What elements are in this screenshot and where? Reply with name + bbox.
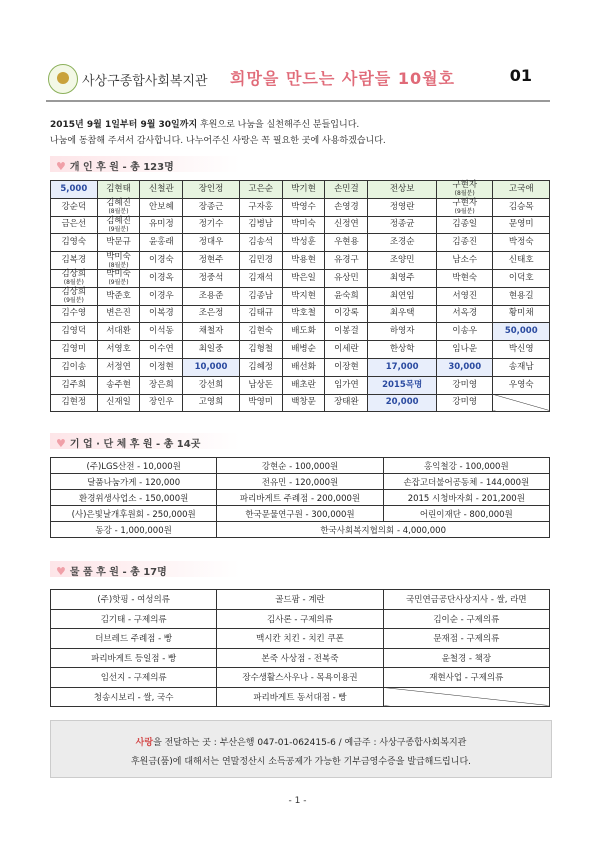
donor-cell: 이경우 xyxy=(140,287,183,305)
table-row xyxy=(51,590,550,610)
donor-cell xyxy=(383,687,549,707)
donor-cell: 황미채 xyxy=(493,305,550,323)
donor-cell: 윤홍래 xyxy=(140,234,183,252)
donor-cell: 채철자 xyxy=(183,323,240,341)
table-row xyxy=(51,474,550,490)
table-row xyxy=(51,269,550,287)
page-number: - 1 - xyxy=(288,796,307,806)
donor-cell: 박기현 xyxy=(282,181,325,199)
donor-cell: 조경순 xyxy=(368,234,437,252)
donor-cell: 백창문 xyxy=(282,394,325,412)
donor-cell: 신철관 xyxy=(140,181,183,199)
donor-cell: 이강록 xyxy=(325,305,368,323)
donor-cell: 한상학 xyxy=(368,341,437,359)
donor-cell: 장인우 xyxy=(140,394,183,412)
donor-cell: (사)은빛날개후원회 - 250,000원 xyxy=(51,506,217,522)
donor-cell: 김혜정 xyxy=(239,358,282,376)
table-row xyxy=(51,629,550,649)
donor-cell: 김혜진 (9월분) xyxy=(97,216,140,234)
heart-icon: ♥ xyxy=(56,160,66,173)
donor-cell: 김영덕 xyxy=(51,323,98,341)
donor-cell: 강미영 xyxy=(436,376,493,394)
donor-cell: 김송석 xyxy=(239,234,282,252)
donor-cell: 최연임 xyxy=(368,287,437,305)
donor-cell: 이송우 xyxy=(436,323,493,341)
table-row xyxy=(51,198,550,216)
donor-cell: 김사론 - 구제의류 xyxy=(217,609,383,629)
donor-cell: 김종진 xyxy=(436,234,493,252)
donor-cell: 최영주 xyxy=(368,269,437,287)
donor-cell: 송주현 xyxy=(97,376,140,394)
table-row xyxy=(51,341,550,359)
table-row xyxy=(51,490,550,506)
donor-cell: 고은순 xyxy=(239,181,282,199)
donor-cell: 김민경 xyxy=(239,252,282,270)
donor-cell: 맥시칸 치킨 - 치킨 쿠폰 xyxy=(217,629,383,649)
donor-cell: 박미숙 xyxy=(282,216,325,234)
donor-cell: 배선화 xyxy=(282,358,325,376)
donor-cell: 우현용 xyxy=(325,234,368,252)
donor-cell: 환경위생사업소 - 150,000원 xyxy=(51,490,217,506)
donor-cell: 김승목 xyxy=(493,198,550,216)
table-row xyxy=(51,181,550,199)
donor-cell: 변은진 xyxy=(97,305,140,323)
donor-cell: 남상돈 xyxy=(239,376,282,394)
donor-cell: 최우택 xyxy=(368,305,437,323)
table-row xyxy=(51,358,550,376)
donor-cell: 김형철 xyxy=(239,341,282,359)
donor-cell: 박은일 xyxy=(282,269,325,287)
donor-cell: 박미숙 (8월분) xyxy=(97,252,140,270)
donor-cell: 이봉걸 xyxy=(325,323,368,341)
donor-cell: 문재점 - 구제의류 xyxy=(383,629,549,649)
donor-cell: 10,000 xyxy=(183,358,240,376)
section-title-personal: ♥ 개 인 후 원 - 총 123명 xyxy=(56,160,174,173)
heart-icon: ♥ xyxy=(56,437,66,450)
table-row xyxy=(51,234,550,252)
donor-cell: 골드팜 - 계란 xyxy=(217,590,383,610)
donor-cell: 송재남 xyxy=(493,358,550,376)
donor-cell: 김기태 - 구제의류 xyxy=(51,609,217,629)
donor-cell: 전상보 xyxy=(368,181,437,199)
donor-cell: 김현태 xyxy=(97,181,140,199)
donor-cell: 5,000 xyxy=(51,181,98,199)
table-row xyxy=(51,648,550,668)
donor-cell: 박영미 xyxy=(239,394,282,412)
donor-cell: 고국애 xyxy=(493,181,550,199)
donor-cell: 박문규 xyxy=(97,234,140,252)
donor-cell: 구자홍 xyxy=(239,198,282,216)
table-row xyxy=(51,668,550,688)
donor-cell: 손잡고더불어공동체 - 144,000원 xyxy=(383,474,549,490)
issue-number: 01 xyxy=(509,66,532,85)
donor-cell: 배초란 xyxy=(282,376,325,394)
donor-cell: 임선지 - 구제의류 xyxy=(51,668,217,688)
donor-cell: (주)LGS산전 - 10,000원 xyxy=(51,458,217,474)
donor-cell: 이수연 xyxy=(140,341,183,359)
donor-cell: 정종균 xyxy=(368,216,437,234)
header xyxy=(46,60,550,102)
table-row xyxy=(51,522,550,538)
donor-cell: 김종일 xyxy=(436,216,493,234)
donor-cell: 서영호 xyxy=(97,341,140,359)
donor-cell: 김종남 xyxy=(239,287,282,305)
donor-cell: 홍익철강 - 100,000원 xyxy=(383,458,549,474)
donor-cell: 김병남 xyxy=(239,216,282,234)
donor-cell: 30,000 xyxy=(436,358,493,376)
donor-cell: 하영자 xyxy=(368,323,437,341)
donor-cell: 전유민 - 120,000원 xyxy=(217,474,383,490)
donor-cell: 강순덕 xyxy=(51,198,98,216)
table-row xyxy=(51,376,550,394)
donor-cell: 조용준 xyxy=(183,287,240,305)
donor-cell: 강현순 - 100,000원 xyxy=(217,458,383,474)
donor-cell: 장은희 xyxy=(140,376,183,394)
org-logo-icon xyxy=(48,64,78,94)
donor-cell: 구현자 (9월분) xyxy=(436,198,493,216)
donor-cell: 서영진 xyxy=(436,287,493,305)
donor-cell: 남소수 xyxy=(436,252,493,270)
donor-cell: 손영경 xyxy=(325,198,368,216)
donor-cell: 박성훈 xyxy=(282,234,325,252)
donor-cell: 한국문물연구원 - 300,000원 xyxy=(217,506,383,522)
donor-cell: 배병순 xyxy=(282,341,325,359)
donor-cell: 김태규 xyxy=(239,305,282,323)
corporate-donor-table xyxy=(50,457,550,538)
donor-cell: 김이순 - 구제의류 xyxy=(383,609,549,629)
donor-cell: 이경숙 xyxy=(140,252,183,270)
donor-cell: 최일중 xyxy=(183,341,240,359)
heart-icon: ♥ xyxy=(56,565,66,578)
donor-cell: 본죽 사상점 - 전복죽 xyxy=(217,648,383,668)
donor-cell: 국민연금공단사상지사 - 쌀, 라면 xyxy=(383,590,549,610)
donor-cell: 김영미 xyxy=(51,341,98,359)
table-row xyxy=(51,287,550,305)
donor-cell: 손민걸 xyxy=(325,181,368,199)
goods-donor-table xyxy=(50,589,550,707)
donor-cell: 2015목명 xyxy=(368,376,437,394)
donor-cell: 신재일 xyxy=(97,394,140,412)
personal-donor-table xyxy=(50,180,550,412)
section-title-corporate: ♥ 기 업 · 단 체 후 원 - 총 14곳 xyxy=(56,437,201,450)
donor-cell: 안보혜 xyxy=(140,198,183,216)
donor-cell: 박미숙 (9월분) xyxy=(97,269,140,287)
donor-cell: 이세란 xyxy=(325,341,368,359)
donor-cell: 구현자 (8월분) xyxy=(436,181,493,199)
intro-line-2: 나눔에 동참해 주셔서 감사합니다. 나누어주신 사랑은 꼭 필요한 곳에 사용하겠습니다. xyxy=(50,136,386,146)
donor-cell: 윤철경 - 책장 xyxy=(383,648,549,668)
donor-cell: 정영란 xyxy=(368,198,437,216)
org-name: 사상구종합사회복지관 xyxy=(82,74,208,89)
donor-cell: 동강 - 1,000,000원 xyxy=(51,522,217,538)
donor-cell: 김현숙 xyxy=(239,323,282,341)
donor-cell: 이장현 xyxy=(325,358,368,376)
table-row xyxy=(51,323,550,341)
donor-cell: 청송시보리 - 쌀, 국수 xyxy=(51,687,217,707)
donor-cell: 김수영 xyxy=(51,305,98,323)
donor-cell: 달품나눔가게 - 120,000 xyxy=(51,474,217,490)
donor-cell: 조양민 xyxy=(368,252,437,270)
donor-cell: 이경옥 xyxy=(140,269,183,287)
table-row xyxy=(51,687,550,707)
donor-cell: 더브레드 주례점 - 빵 xyxy=(51,629,217,649)
donor-cell: 이덕호 xyxy=(493,269,550,287)
donor-cell: 윤숙희 xyxy=(325,287,368,305)
donor-cell: 유미정 xyxy=(140,216,183,234)
donor-cell: 박호철 xyxy=(282,305,325,323)
donor-cell: 조은정 xyxy=(183,305,240,323)
donor-cell: 김이송 xyxy=(51,358,98,376)
newsletter-title: 희망을 만드는 사람들 10월호 xyxy=(230,69,455,88)
table-row xyxy=(51,305,550,323)
donor-cell: 파리바게트 등일점 - 빵 xyxy=(51,648,217,668)
table-row xyxy=(51,394,550,412)
donor-cell: 장수생활스사우나 - 목욕이용권 xyxy=(217,668,383,688)
donor-cell: 고영희 xyxy=(183,394,240,412)
donor-cell: 장종근 xyxy=(183,198,240,216)
donor-cell: 50,000 xyxy=(493,323,550,341)
donor-cell: 김영숙 xyxy=(51,234,98,252)
notice-box xyxy=(50,720,552,778)
table-row xyxy=(51,506,550,522)
donor-cell: 금은선 xyxy=(51,216,98,234)
donor-cell: 김주희 xyxy=(51,376,98,394)
donor-cell: 정중석 xyxy=(183,269,240,287)
donor-cell: 이정현 xyxy=(140,358,183,376)
donor-cell: 임가연 xyxy=(325,376,368,394)
donor-cell: 한국사회복지협의회 - 4,000,000 xyxy=(217,522,550,538)
donor-cell: 파리바게트 동서대점 - 빵 xyxy=(217,687,383,707)
table-row xyxy=(51,458,550,474)
table-row xyxy=(51,216,550,234)
donor-cell: 배도화 xyxy=(282,323,325,341)
donor-cell: 김상희 (8월분) xyxy=(51,269,98,287)
donor-cell: 김혜진 (8월분) xyxy=(97,198,140,216)
section-title-goods: ♥ 물 품 후 원 - 총 17명 xyxy=(56,565,167,578)
donor-cell: 이석동 xyxy=(140,323,183,341)
donor-cell: 강미영 xyxy=(436,394,493,412)
donor-cell: 문영미 xyxy=(493,216,550,234)
donor-cell: 서옥경 xyxy=(436,305,493,323)
donor-cell: 박용현 xyxy=(282,252,325,270)
donor-cell: 신태호 xyxy=(493,252,550,270)
donor-cell: 박준호 xyxy=(97,287,140,305)
donor-cell: 장인정 xyxy=(183,181,240,199)
notice-line-1: 사랑을 전달하는 곳 : 부산은행 047-01-062415-6 / 예금주 : 사상구종합사회복지관 xyxy=(135,738,467,748)
donor-cell: 파리바게트 주례점 - 200,000원 xyxy=(217,490,383,506)
donor-cell: 재현사업 - 구제의류 xyxy=(383,668,549,688)
donor-cell xyxy=(493,394,550,412)
donor-cell: 박지현 xyxy=(282,287,325,305)
donor-cell: 박현숙 xyxy=(436,269,493,287)
donor-cell: 20,000 xyxy=(368,394,437,412)
donor-cell: 임나운 xyxy=(436,341,493,359)
table-row xyxy=(51,252,550,270)
donor-cell: 박신영 xyxy=(493,341,550,359)
notice-line-2: 후원금(품)에 대해서는 연말정산시 소득공제가 가능한 기부금영수증을 발급해드립니다. xyxy=(130,757,472,767)
donor-cell: 17,000 xyxy=(368,358,437,376)
intro-line-1: 2015년 9월 1일부터 9월 30일까지 후원으로 나눔을 실천해주신 분들입니다. xyxy=(50,120,360,130)
donor-cell: 어린이재단 - 800,000원 xyxy=(383,506,549,522)
donor-cell: 서대환 xyxy=(97,323,140,341)
donor-cell: 김복경 xyxy=(51,252,98,270)
donor-cell: 2015 시청바자회 - 201,200원 xyxy=(383,490,549,506)
donor-cell: 박정숙 xyxy=(493,234,550,252)
donor-cell: 현용길 xyxy=(493,287,550,305)
donor-cell: 김현정 xyxy=(51,394,98,412)
donor-cell: (주)핫핑 - 여성의류 xyxy=(51,590,217,610)
header-divider xyxy=(46,100,550,102)
donor-cell: 강선희 xyxy=(183,376,240,394)
donor-cell: 유경구 xyxy=(325,252,368,270)
donor-cell: 우영숙 xyxy=(493,376,550,394)
donor-cell: 박영수 xyxy=(282,198,325,216)
donor-cell: 유상민 xyxy=(325,269,368,287)
donor-cell: 김재석 xyxy=(239,269,282,287)
donor-cell: 서정연 xyxy=(97,358,140,376)
donor-cell: 신정연 xyxy=(325,216,368,234)
donor-cell: 장태완 xyxy=(325,394,368,412)
donor-cell: 김상희 (9월분) xyxy=(51,287,98,305)
donor-cell: 정기수 xyxy=(183,216,240,234)
donor-cell: 이복경 xyxy=(140,305,183,323)
donor-cell: 정현주 xyxy=(183,252,240,270)
donor-cell: 정대우 xyxy=(183,234,240,252)
table-row xyxy=(51,609,550,629)
